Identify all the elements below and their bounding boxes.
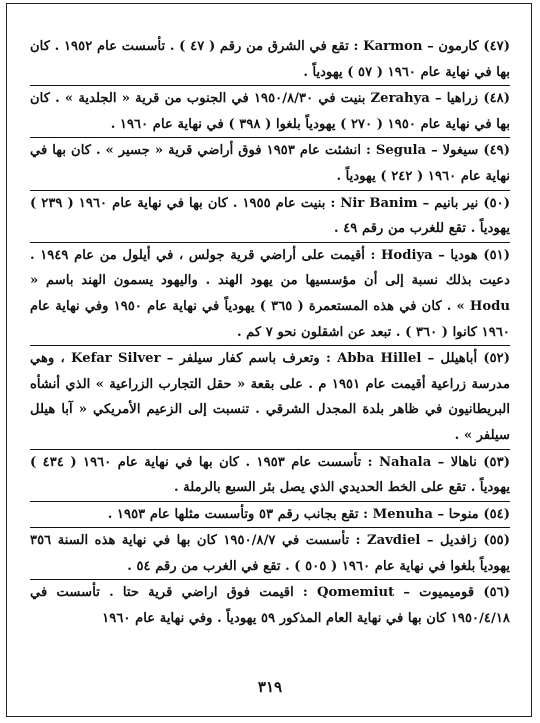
entry-51: (٥١) هوديا – Hodiya : أقيمت على أراضي قرية جولس ، في أيلول من عام ١٩٤٩ . دعيت بذلك نسبة إلى أن مؤسسيها من يهود الهند . واليهود يسمون الهند باسم « Hodu » . كان في هذه المستعمرة ( ٣٦٥ ) يهودياً في نهاية عام ١٩٥٠ وفي نهاية عام ١٩٦٠ كانوا ( ٣٦٠ ) . تبعد عن اشقلون نحو ٧ كم .: [30, 247, 511, 340]
entry-50: (٥٠) نير بانيم – Nir Banim : بنيت عام ١٩٥٥ . كان بها في نهاية عام ١٩٦٠ ( ٢٣٩ ) يهودياً . تقع للغرب من رقم ٤٩ .: [30, 195, 510, 237]
entry-49: (٤٩) سيغولا – Segula : انشئت عام ١٩٥٣ فوق أراضي قرية « جسير » . كان بها في نهاية عام ١٩٦٠ ( ٢٤٢ ) يهودياً .: [30, 143, 510, 184]
entry-53: (٥٣) ناهالا – Nahala : تأسست عام ١٩٥٣ . كان بها في نهاية عام ١٩٦٠ ( ٤٣٤ ) يهودياً . تقع على الخط الحديدي الذي يصل بئر السبع بالرملة .: [30, 454, 510, 496]
entry-48: (٤٨) زراهيا – Zerahya بنيت في ١٩٥٠/٨/٣٠ في الجنوب من قرية « الجلدية » . كان بها في نهاية عام ١٩٥٠ ( ٢٧٠ ) يهودياً بلغوا ( ٣٩٨ ) في نهاية عام ١٩٦٠ .: [30, 91, 510, 132]
entry-52: (٥٢) أباهيلل – Abba Hillel : وتعرف باسم كفار سيلفر – Kefar Silver ، وهي مدرسة زراعية أقيمت عام ١٩٥١ م . على بقعة « حقل التجارب الزراعية » الذي أنشأه البريطانيون في ظاهر بلدة المجدل الشرقي . تنسبت إلى الزعيم الأمريكي « آبا هيلل سيلفر » .: [30, 351, 511, 443]
entry-56: (٥٦) قوميميوت – Qomemiut : اقيمت فوق اراضي قرية حتا . تأسست في ١٩٥٠/٤/١٨ كان بها في نهاية العام المذكور ٥٩ يهودياً . وفي نهاية عام ١٩٦٠: [30, 585, 510, 627]
entry-47: (٤٧) كارمون – Karmon : تقع في الشرق من رقم ( ٤٧ ) . تأسست عام ١٩٥٢ . كان بها في نهاية عام ١٩٦٠ ( ٥٧ ) يهودياً .: [30, 39, 510, 80]
entry-55: (٥٥) زافديل – Zavdiel : تأسست في ١٩٥٠/٨/٧ كان بها في نهاية هذه السنة ٣٥٦ يهودياً بلغوا في نهاية عام ١٩٦٠ ( ٥٠٥ ) . تقع في الغرب من رقم ٥٤ .: [30, 533, 511, 574]
page-body: [30, 34, 510, 632]
page-number: ٣١٩: [257, 678, 283, 696]
entry-54: (٥٤) منوحا – Menuha : تقع بجانب رقم ٥٣ وتأسست مثلها عام ١٩٥٣ .: [107, 506, 510, 522]
